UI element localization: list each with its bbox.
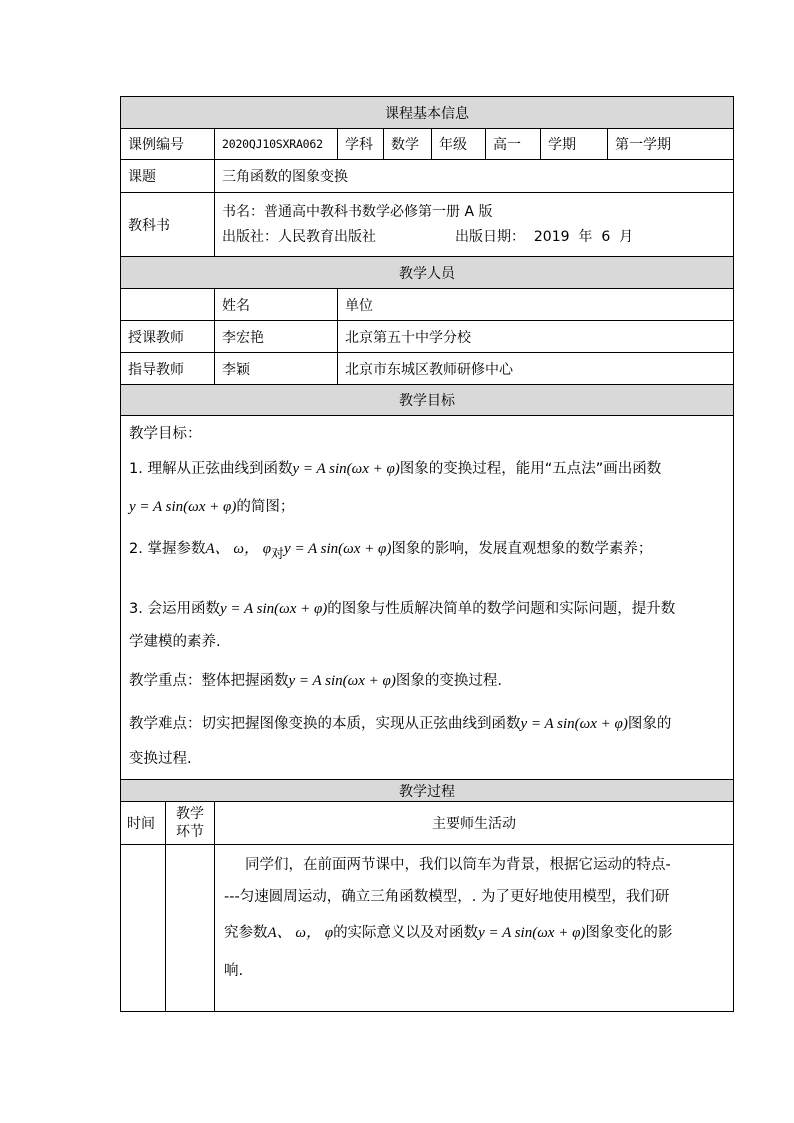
topic-label: 课题 bbox=[121, 160, 215, 192]
objective-1-text-a: 1. 理解从正弦曲线到函数 bbox=[129, 461, 293, 477]
objective-1-line-1 bbox=[129, 458, 727, 480]
objective-3-text-b: 的图象与性质解决简单的数学问题和实际问题，提升数 bbox=[327, 601, 676, 617]
key-point bbox=[129, 670, 727, 692]
basic-info-title: 课程基本信息 bbox=[385, 105, 469, 122]
divider bbox=[165, 845, 166, 1011]
staff-name-header: 姓名 bbox=[215, 289, 338, 320]
lesson-info-table bbox=[120, 96, 734, 1012]
objective-1-text-c: 的简图； bbox=[236, 499, 295, 515]
activity-line-2: ---匀速圆周运动，确立三角函数模型，. 为了更好地使用模型，我们研 bbox=[224, 889, 670, 905]
objectives-title: 教学目标 bbox=[399, 393, 455, 409]
objective-2-text-a: 2. 掌握参数 bbox=[129, 541, 206, 557]
term-value: 第一学期 bbox=[615, 137, 671, 153]
objective-2 bbox=[129, 538, 727, 561]
objective-1-text-b: 图象的变换过程，能用“五点法”画出函数 bbox=[399, 461, 662, 477]
objective-3-line-1 bbox=[129, 598, 727, 620]
difficulty-line-1 bbox=[129, 713, 727, 735]
subject-value: 数学 bbox=[384, 129, 432, 159]
params: A、 ω， φ bbox=[205, 541, 272, 557]
divider bbox=[214, 845, 215, 1011]
objective-3-text-a: 3. 会运用函数 bbox=[129, 601, 220, 617]
textbook-details bbox=[215, 193, 733, 256]
subject-label: 学科 bbox=[338, 129, 384, 159]
activity-line-4: 响. bbox=[224, 963, 244, 979]
col-main: 主要师生活动 bbox=[432, 816, 516, 832]
formula: y = A sin(ωx + φ) bbox=[284, 541, 392, 557]
activity-text-3a: 究参数 bbox=[224, 925, 268, 941]
staff-role-header bbox=[121, 289, 215, 320]
difficulty-line-2: 变换过程. bbox=[129, 751, 192, 767]
formula: y = A sin(ωx + φ) bbox=[292, 461, 400, 477]
key-point-text-b: 图象的变换过程. bbox=[395, 673, 502, 689]
col-step bbox=[166, 802, 215, 844]
staff-unit: 北京市东城区教师研修中心 bbox=[345, 361, 513, 378]
staff-unit-header: 单位 bbox=[345, 297, 373, 314]
col-time: 时间 bbox=[121, 802, 166, 844]
objective-2-text-b: 图象的影响，发展直观想象的数学素养； bbox=[391, 541, 653, 557]
key-point-text-a: 教学重点：整体把握函数 bbox=[129, 673, 289, 689]
textbook-label: 教科书 bbox=[121, 193, 215, 256]
staff-col-header-row bbox=[121, 289, 733, 321]
main-activity-cell bbox=[216, 845, 733, 1011]
activity-text-3c: 图象变化的影 bbox=[585, 925, 673, 941]
formula: y = A sin(ωx + φ) bbox=[478, 925, 586, 941]
book-name: 书名：普通高中教科书数学必修第一册 A 版 bbox=[222, 204, 493, 220]
formula: y = A sin(ωx + φ) bbox=[219, 601, 328, 617]
case-row bbox=[121, 129, 733, 160]
staff-name: 李宏艳 bbox=[215, 321, 338, 352]
formula: y = A sin(ωx + φ) bbox=[129, 499, 237, 515]
col-step-line-2: 环节 bbox=[176, 824, 204, 840]
process-header bbox=[121, 780, 733, 802]
col-step-line-1: 教学 bbox=[176, 806, 204, 822]
formula: y = A sin(ωx + φ) bbox=[288, 673, 396, 689]
process-col-header-row bbox=[121, 802, 733, 845]
staff-row bbox=[121, 321, 733, 353]
case-no-value: 2020QJ10SXRA062 bbox=[215, 129, 338, 159]
objectives-intro: 教学目标： bbox=[129, 426, 202, 442]
activity-text-1: 同学们，在前面两节课中，我们以筒车为背景，根据它运动的特点- bbox=[245, 857, 671, 873]
process-title: 教学过程 bbox=[399, 783, 455, 800]
publisher: 出版社：人民教育出版社 bbox=[222, 229, 376, 245]
grade-label: 年级 bbox=[432, 129, 486, 159]
staff-role: 指导教师 bbox=[121, 353, 215, 384]
pub-date: 出版日期： 2019 年 6 月 bbox=[455, 229, 634, 245]
topic-row bbox=[121, 160, 733, 193]
staff-row bbox=[121, 353, 733, 385]
objective-1-line-2 bbox=[129, 496, 727, 518]
staff-header bbox=[121, 257, 733, 289]
objectives-body bbox=[121, 416, 733, 780]
activity-line-1 bbox=[231, 853, 671, 874]
textbook-row bbox=[121, 193, 733, 257]
activity-text-3b: 的实际意义以及对函数 bbox=[333, 925, 479, 941]
publisher-line bbox=[222, 225, 733, 250]
process-content-row bbox=[121, 845, 733, 1011]
difficulty-text-b: 图象的 bbox=[627, 716, 672, 732]
objective-2-dui: 对 bbox=[271, 547, 285, 562]
objective-3-line-2: 学建模的素养. bbox=[129, 634, 221, 650]
params: A、 ω， φ bbox=[267, 925, 334, 941]
objectives-header bbox=[121, 385, 733, 416]
staff-name: 李颖 bbox=[215, 353, 338, 384]
activity-line-3 bbox=[224, 921, 672, 942]
staff-unit: 北京第五十中学分校 bbox=[345, 329, 471, 346]
difficulty-text-a: 教学难点：切实把握图像变换的本质，实现从正弦曲线到函数 bbox=[129, 716, 521, 732]
staff-role: 授课教师 bbox=[121, 321, 215, 352]
grade-value: 高一 bbox=[486, 129, 541, 159]
basic-info-header bbox=[121, 97, 733, 129]
case-no-label: 课例编号 bbox=[121, 129, 215, 159]
topic-value: 三角函数的图象变换 bbox=[222, 169, 348, 185]
term-label: 学期 bbox=[541, 129, 608, 159]
staff-title: 教学人员 bbox=[399, 265, 455, 282]
formula: y = A sin(ωx + φ) bbox=[520, 716, 628, 732]
